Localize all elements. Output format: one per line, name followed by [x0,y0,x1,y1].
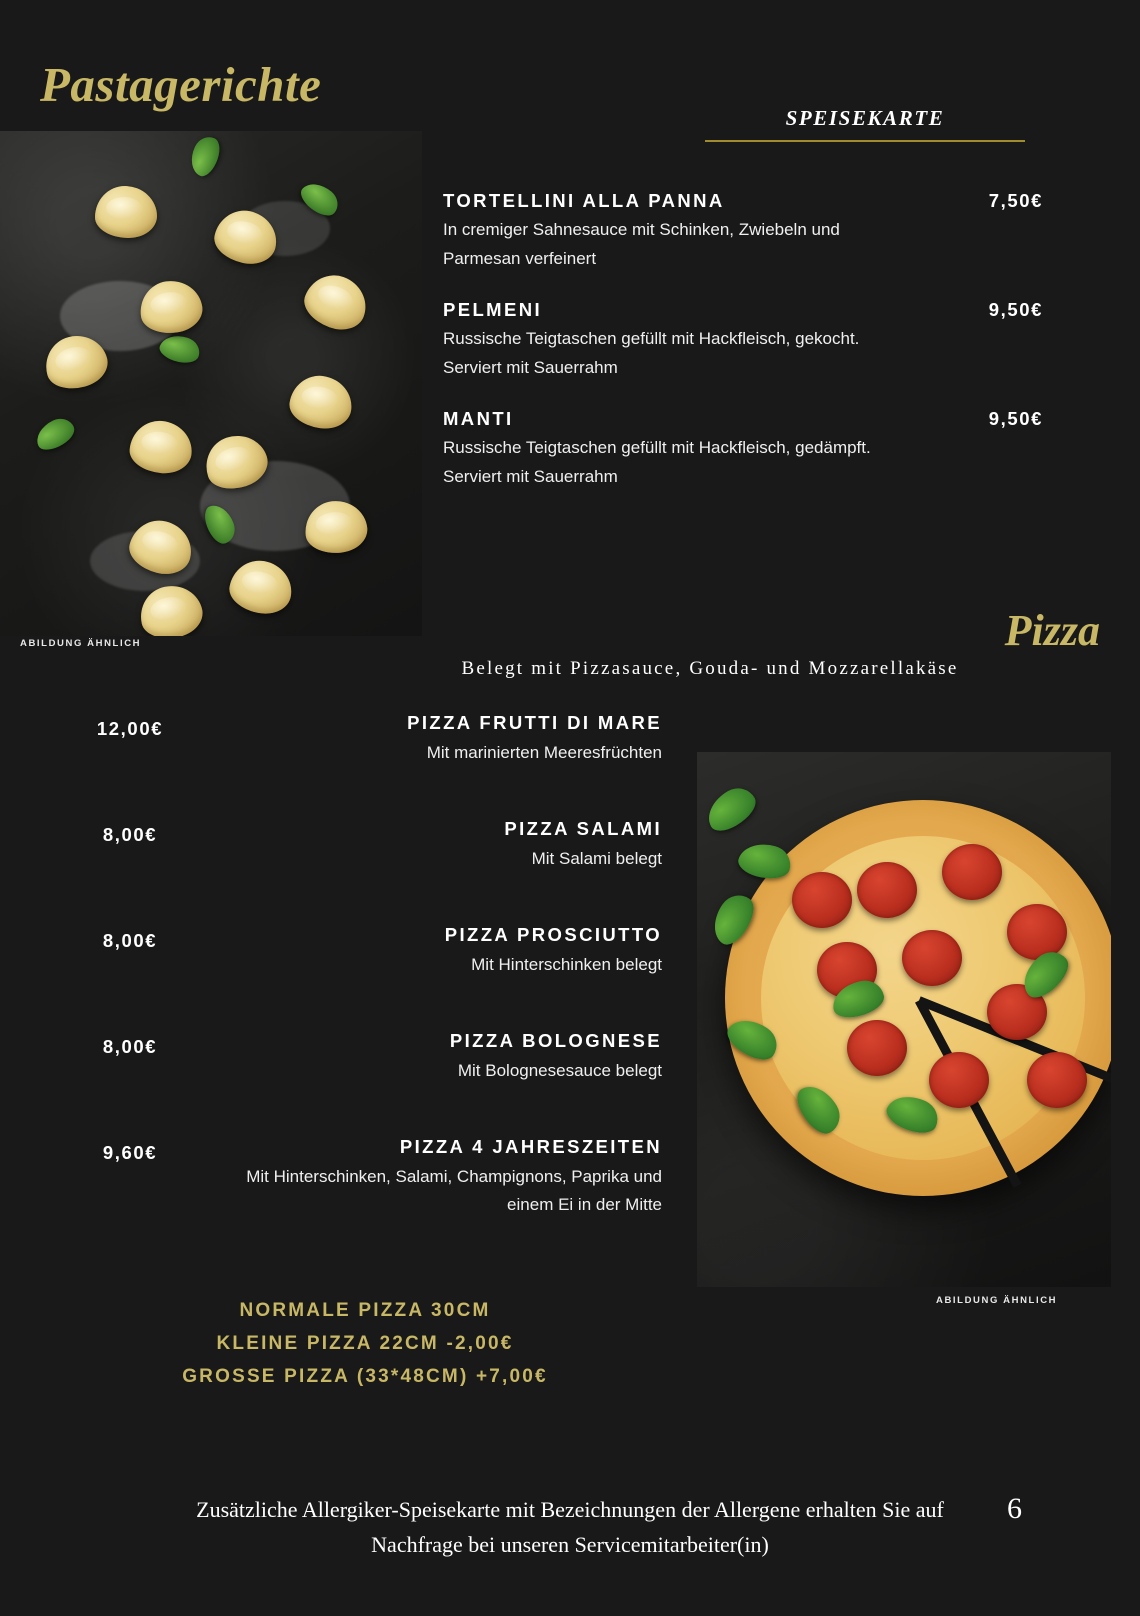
menu-item-price: 9,50€ [988,408,1043,430]
menu-item-description: Russische Teigtaschen gefüllt mit Hackfleisch, gekocht. Serviert mit Sauerrahm [443,329,860,377]
menu-label-block [705,106,1025,142]
pizza-section-title: Pizza [1004,606,1100,655]
menu-label: SPEISEKARTE [785,106,945,130]
allergy-note-line-1: Zusätzliche Allergiker-Speisekarte mit Bezeichnungen der Allergene erhalten Sie auf [196,1497,944,1522]
menu-item [443,190,1043,273]
pepperoni [1027,1052,1087,1108]
menu-item [60,712,670,818]
menu-item-body [210,1030,670,1085]
pizza-section-subtitle: Belegt mit Pizzasauce, Gouda- und Mozzarellakäse [461,658,959,679]
menu-item-body [210,712,670,767]
menu-item-body [210,1136,670,1218]
page-number: 6 [1007,1492,1022,1525]
menu-item [60,1030,670,1136]
pasta-photo-caption: ABILDUNG ÄHNLICH [20,638,142,649]
menu-item-description: Russische Teigtaschen gefüllt mit Hackfleisch, gedämpft. Serviert mit Sauerrahm [443,438,871,486]
menu-item-description: Mit Hinterschinken belegt [471,955,662,974]
menu-item-header [443,408,1043,430]
menu-item-name: PIZZA FRUTTI DI MARE [407,712,662,733]
menu-item [443,299,1043,382]
pepperoni [929,1052,989,1108]
menu-item-price: 8,00€ [102,930,158,951]
menu-item-price: 9,60€ [102,1142,158,1163]
pizza-photo [697,752,1111,1287]
menu-item-name: PIZZA SALAMI [504,818,662,839]
pepperoni [902,930,962,986]
menu-item-body [210,818,670,873]
menu-item-name: TORTELLINI ALLA PANNA [443,190,725,211]
pizza-size-note: NORMALE PIZZA 30CM [239,1300,491,1321]
menu-item [60,924,670,1030]
pizza-size-note: KLEINE PIZZA 22CM -2,00€ [216,1333,514,1354]
menu-item-name: PIZZA 4 JAHRESZEITEN [399,1136,662,1157]
menu-label-divider [705,140,1025,142]
menu-item-name: MANTI [443,408,514,430]
menu-item-header [443,190,1043,212]
menu-item-description: Mit Hinterschinken, Salami, Champignons, Paprika und einem Ei in der Mitte [246,1167,662,1214]
menu-item-description: Mit marinierten Meeresfrüchten [426,743,662,762]
pepperoni [942,844,1002,900]
pizza-photo-caption: ABILDUNG ÄHNLICH [936,1295,1058,1306]
pizza-size-note: GROSSE PIZZA (33*48CM) +7,00€ [182,1366,548,1387]
pepperoni [857,862,917,918]
menu-item-description: Mit Salami belegt [531,849,662,868]
pepperoni [847,1020,907,1076]
allergy-note [0,1492,1140,1562]
menu-item [60,1136,670,1242]
menu-item-price: 12,00€ [96,718,164,739]
pasta-item-list [443,190,1043,517]
menu-item-description: In cremiger Sahnesauce mit Schinken, Zwiebeln und Parmesan verfeinert [443,220,840,268]
menu-item-price: 7,50€ [988,190,1043,211]
pasta-section-title: Pastagerichte [40,57,322,112]
menu-item-price: 8,00€ [102,1036,158,1057]
menu-item-header [443,299,1043,321]
pizza-size-notes [60,1300,670,1399]
menu-item-price: 9,50€ [988,299,1043,321]
menu-item-name: PIZZA PROSCIUTTO [444,924,662,945]
pepperoni [1007,904,1067,960]
pepperoni [792,872,852,928]
menu-item-price: 8,00€ [102,824,158,845]
menu-item-body [210,924,670,979]
menu-item [60,818,670,924]
menu-item-name: PELMENI [443,299,543,321]
menu-item-name: PIZZA BOLOGNESE [449,1030,662,1051]
pizza-item-list [60,712,670,1242]
menu-item [443,408,1043,491]
allergy-note-line-2: Nachfrage bei unseren Servicemitarbeiter(in) [371,1532,769,1558]
menu-item-description: Mit Bolognesesauce belegt [457,1061,662,1080]
pasta-photo [0,131,422,636]
